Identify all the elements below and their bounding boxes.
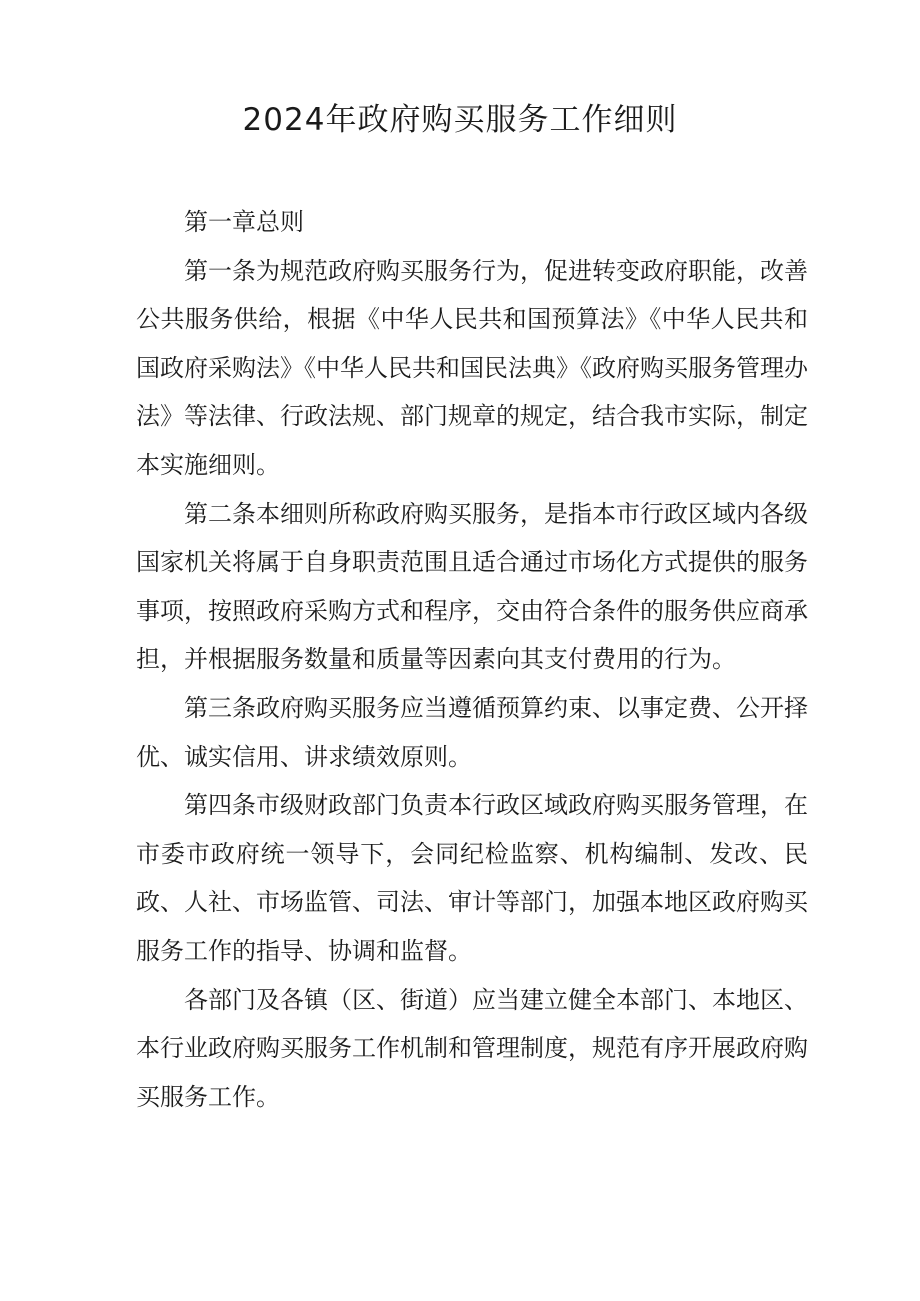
document-title: 2024年政府购买服务工作细则: [242, 102, 678, 138]
article-4-supplement: 各部门及各镇（区、街道）应当建立健全本部门、本地区、本行业政府购买服务工作机制和管理制度，规范有序开展政府购买服务工作。: [136, 985, 808, 1111]
article-1: 第一条为规范政府购买服务行为，促进转变政府职能，改善公共服务供给，根据《中华人民共和国预算法》《中华人民共和国政府采购法》《中华人民共和国民法典》《政府购买服务管理办法》等法律、行政法规、部门规章的规定，结合我市实际，制定本实施细则。: [136, 256, 808, 479]
article-4: 第四条市级财政部门负责本行政区域政府购买服务管理，在市委市政府统一领导下，会同纪检监察、机构编制、发改、民政、人社、市场监管、司法、审计等部门，加强本地区政府购买服务工作的指导、协调和监督。: [136, 791, 808, 965]
chapter-heading: 第一章总则: [184, 208, 304, 236]
article-2: 第二条本细则所称政府购买服务，是指本市行政区域内各级国家机关将属于自身职责范围且适合通过市场化方式提供的服务事项，按照政府采购方式和程序，交由符合条件的服务供应商承担，并根据服务数量和质量等因素向其支付费用的行为。: [136, 499, 808, 674]
article-3: 第三条政府购买服务应当遵循预算约束、以事定费、公开择优、诚实信用、讲求绩效原则。: [136, 693, 808, 771]
document-body: [136, 198, 808, 1121]
